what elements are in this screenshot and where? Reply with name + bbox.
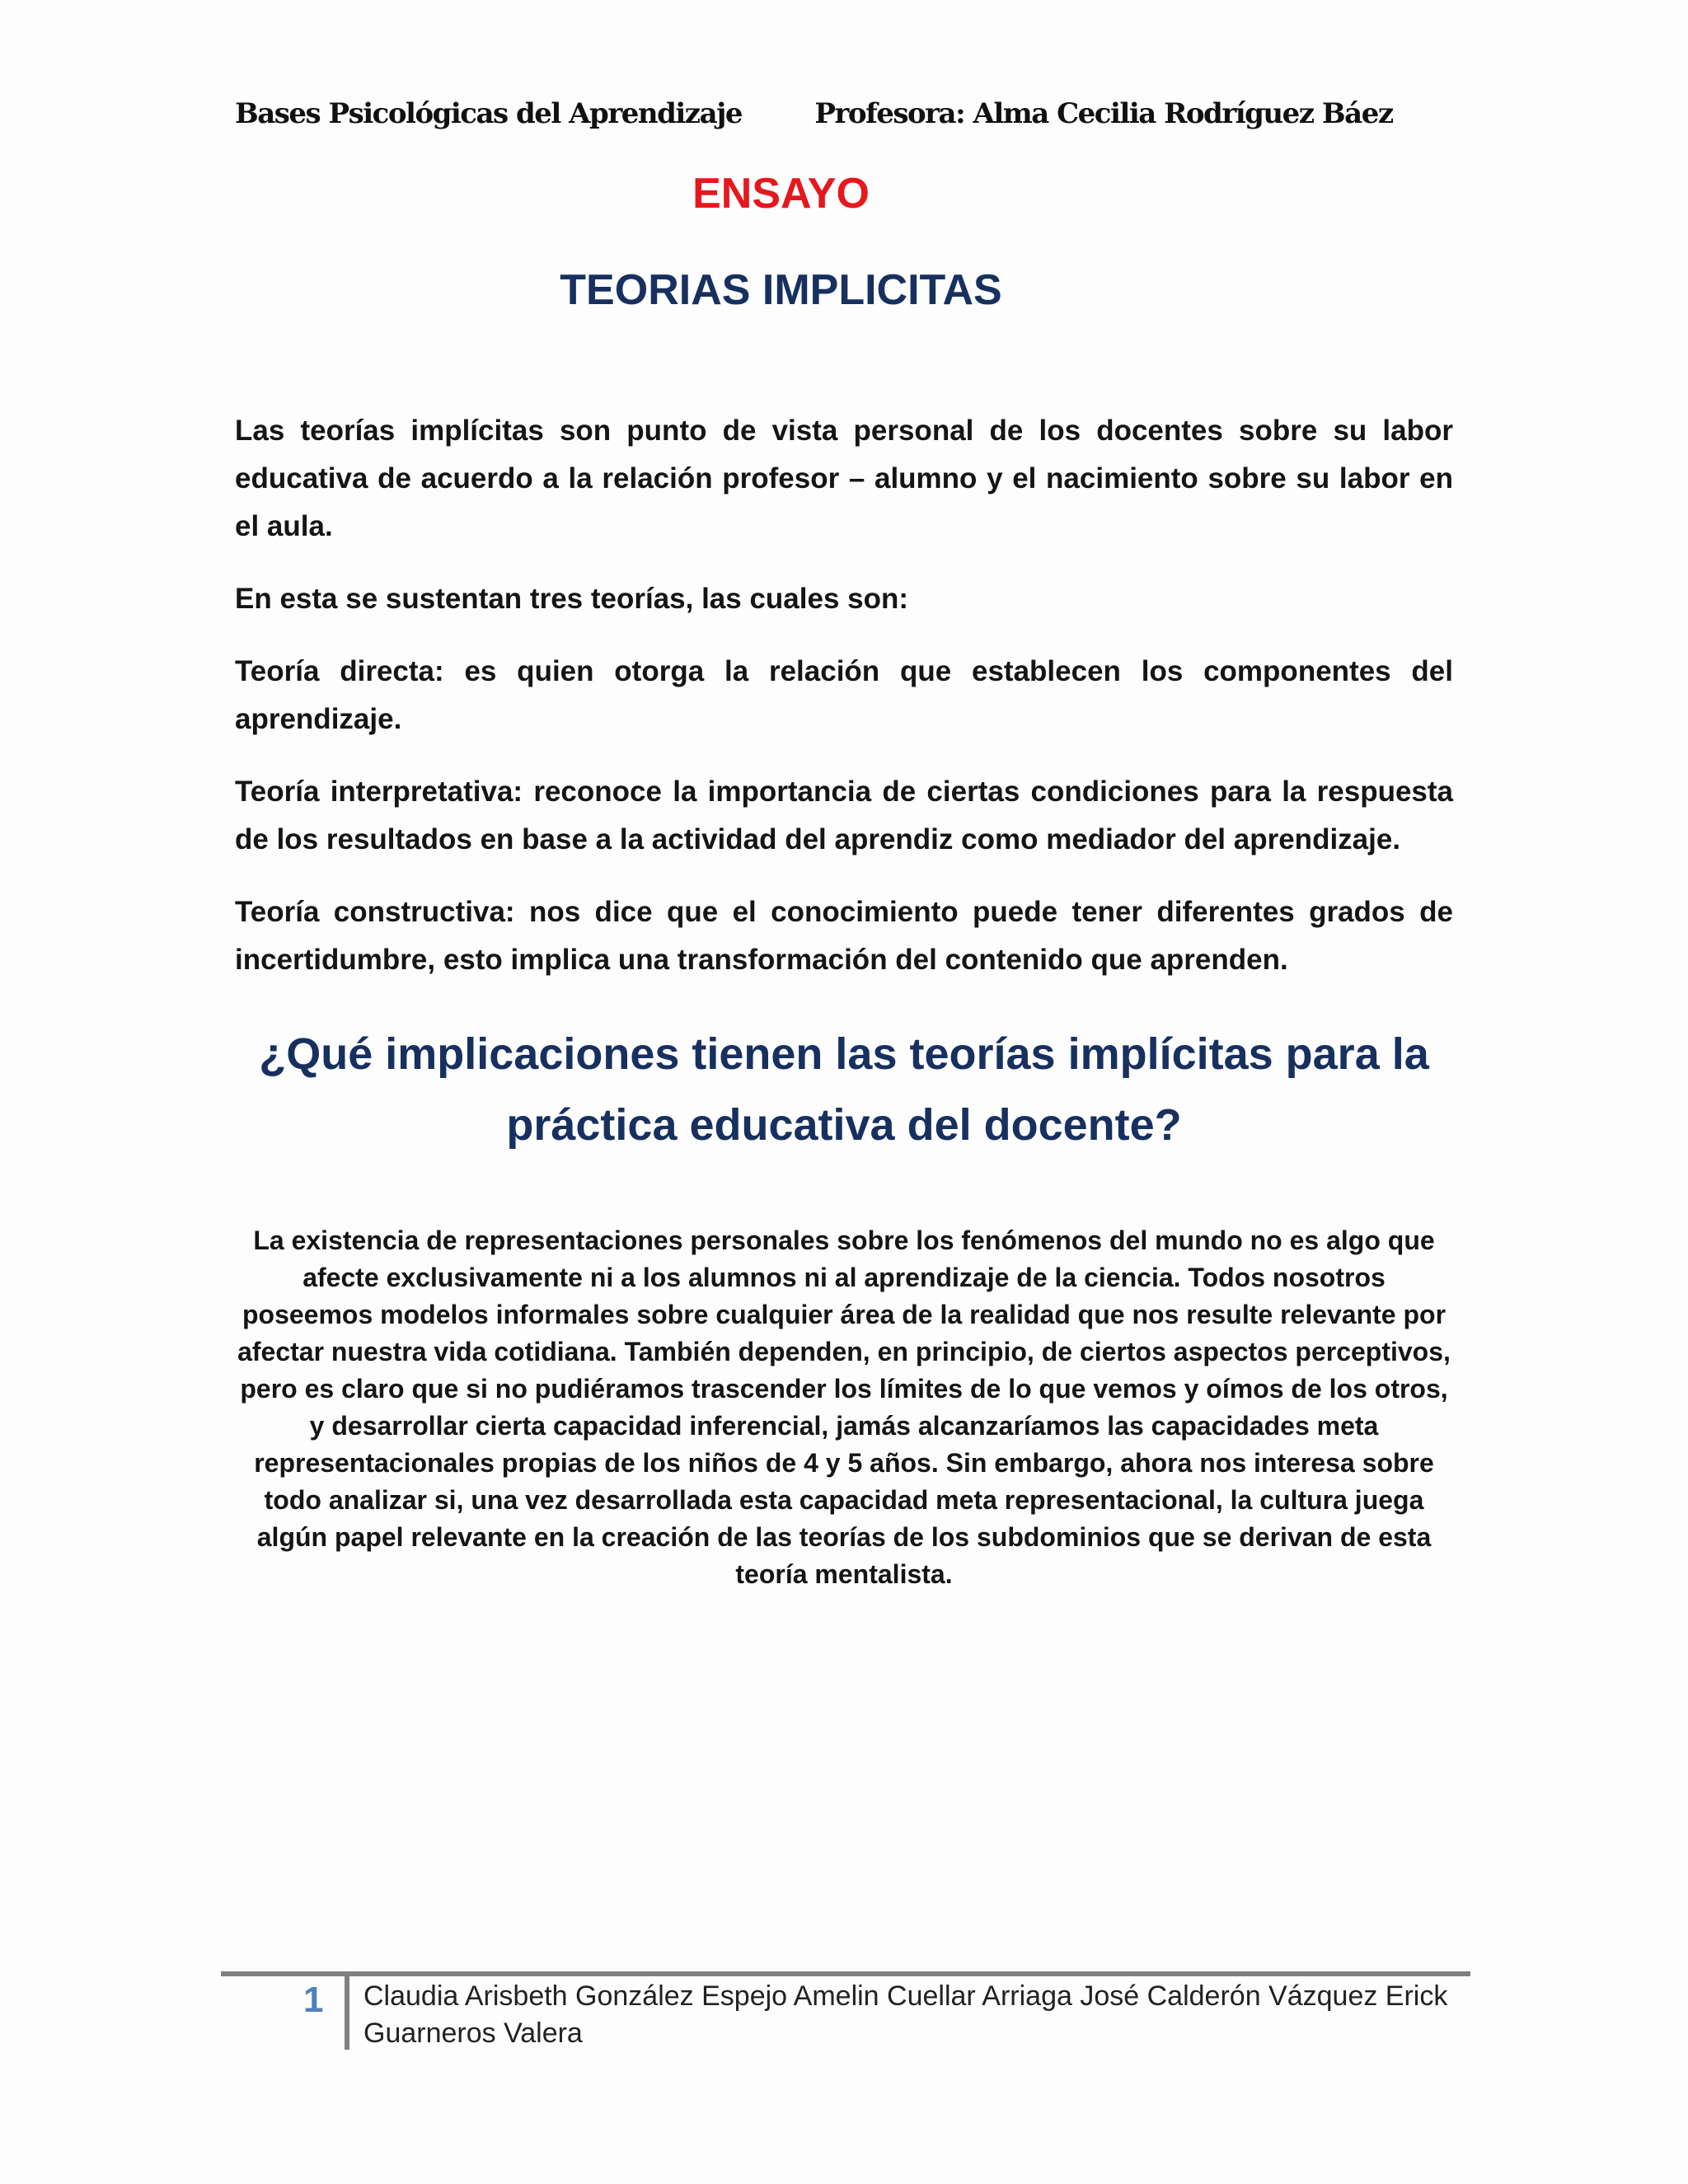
document-title: TEORIAS IMPLICITAS xyxy=(560,266,1002,314)
theory-interpretive-paragraph: Teoría interpretativa: reconoce la importancia de ciertas condiciones para la respuesta de los resultados en base a la actividad del aprendiz como mediador del aprendizaje. xyxy=(235,776,1453,855)
page-number: 1 xyxy=(303,1980,324,2020)
answer-paragraph: La existencia de representaciones personales sobre los fenómenos del mundo no es algo que afecte exclusivamente ni a los alumnos ni al aprendizaje de la ciencia. Todos nosotros poseemos modelos informales sobre cualquier área de la realidad que nos resulte relevante por afectar nuestra vida cotidiana. También dependen, en principio, de ciertos aspectos perceptivos, pero es claro que si no pudiéramos trascender los límites de lo que vemos y oímos de los otros, y desarrollar cierta capacidad inferencial, jamás alcanzaríamos las capacidades meta representacionales propias de los niños de 4 y 5 años. Sin embargo, ahora nos interesa sobre todo analizar si, una vez desarrollada esta capacidad meta representacional, la cultura juega algún papel relevante en la creación de las teorías de los subdominios que se derivan de esta teoría mentalista. xyxy=(237,1226,1451,1589)
intro-paragraph: En esta se sustentan tres teorías, las cuales son: xyxy=(235,583,909,615)
teacher-name: Profesora: Alma Cecilia Rodríguez Báez xyxy=(814,97,1393,130)
intro-section xyxy=(235,407,1453,1009)
course-name: Bases Psicológicas del Aprendizaje xyxy=(235,97,743,130)
theory-constructive-paragraph: Teoría constructiva: nos dice que el conocimiento puede tener diferentes grados de incertidumbre, esto implica una transformación del contenido que aprenden. xyxy=(235,896,1453,976)
document-type-label: ENSAYO xyxy=(692,170,870,218)
running-header xyxy=(235,97,1393,130)
footer-divider xyxy=(345,1974,349,2050)
footer-rule xyxy=(221,1971,1470,1976)
intro-paragraph: Las teorías implícitas son punto de vista personal de los docentes sobre su labor educativa de acuerdo a la relación profesor – alumno y el nacimiento sobre su labor en el aula. xyxy=(235,415,1453,542)
theory-direct-paragraph: Teoría directa: es quien otorga la relación que establecen los componentes del aprendizaje. xyxy=(235,655,1453,735)
footer-authors: Claudia Arisbeth González Espejo Amelin Cuellar Arriaga José Calderón Vázquez Erick Guarneros Valera xyxy=(363,1980,1448,2049)
question-heading: ¿Qué implicaciones tienen las teorías implícitas para la práctica educativa del docente? xyxy=(259,1029,1429,1150)
